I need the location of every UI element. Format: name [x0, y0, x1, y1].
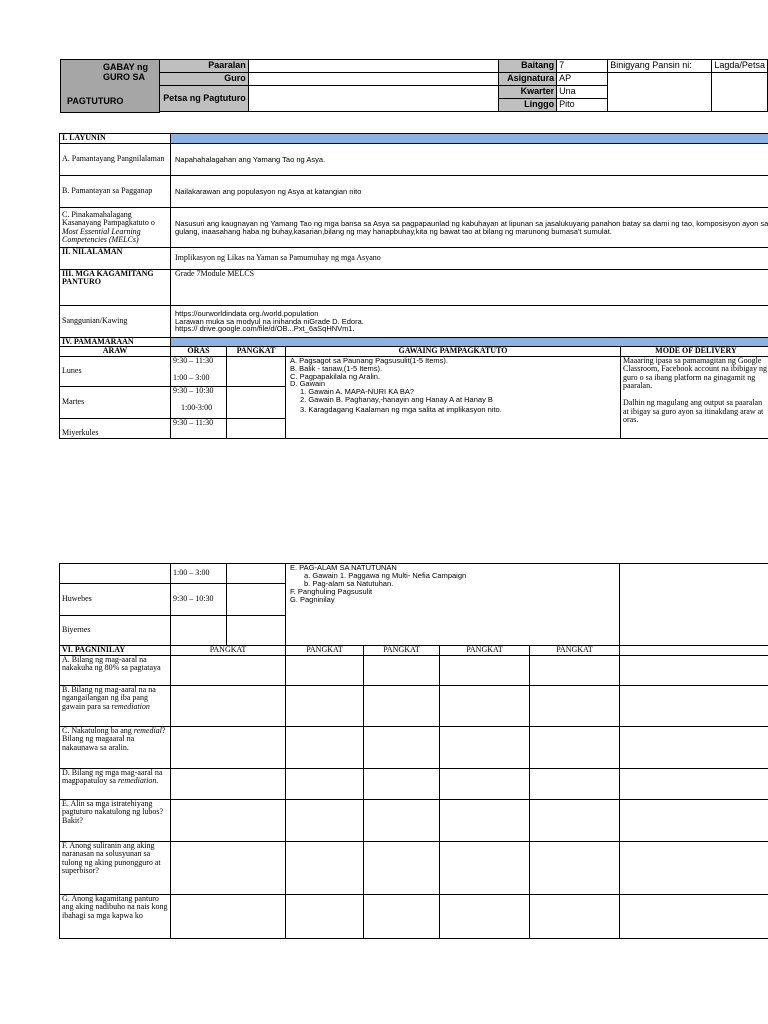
melcs-value: Nasusuri ang kaugnayan ng Yamang Tao ng mga bansa sa Asya sa pagpapaunlad ng kabuhayan at lipunan sa jasalukuyang panahon batay sa dami ng tao, komposisyon ayon sa gulang, inaasahang haba ng buhay,kasarian,bilang ng may hanapbuhay,kita ng bawat tao at bilang ng marunong bumasa't sumulat.	[171, 208, 768, 248]
layunin-blue-bar	[171, 134, 768, 144]
col-araw: ARAW	[60, 347, 171, 356]
sanggunian-label: Sanggunian/Kawing	[60, 306, 171, 338]
pamamaraan-blue-bar	[171, 338, 768, 347]
melcs-label: C. Pinakamahalagang Kasanayang Pampagkatuto o Most Essential Learning Competencies (MELCs)	[60, 208, 171, 248]
petsa-label: Petsa ng Pagtuturo	[160, 86, 249, 112]
pangkat-header-1: PANGKAT	[171, 646, 286, 656]
time-martes: 9:30 – 10:30 1:00-3:00	[171, 386, 227, 418]
pansin-label: Binigyang Pansin ni:	[608, 60, 712, 73]
cell-f-1[interactable]	[171, 842, 286, 895]
pagninilay-row-c: C. Nakatulong ba ang remedial? Bilang ng magaaral na nakaunawa sa aralin.	[60, 727, 171, 769]
pagninilay-title: VI. PAGNINILAY	[60, 646, 171, 656]
layunin-title: I. LAYUNIN	[60, 134, 171, 144]
cell-b-2[interactable]	[286, 686, 364, 727]
kwarter-label: Kwarter	[499, 86, 557, 99]
cell-e-2[interactable]	[286, 800, 364, 842]
cell-a-4[interactable]	[440, 656, 530, 686]
pangkat-lunes[interactable]	[227, 356, 286, 386]
asignatura-label: Asignatura	[499, 73, 557, 86]
cell-c-4[interactable]	[440, 727, 530, 769]
paaralan-value[interactable]	[248, 60, 499, 73]
pagninilay-row-e: E. Alin sa mga istratehiyang pagtuturo nakatulong ng lubos? Bakit?	[60, 800, 171, 842]
pangkat-biyernes[interactable]	[227, 616, 286, 646]
pagninilay-row-a: A. Bilang ng mag-aaral na nakakuha ng 80% sa pagtataya	[60, 656, 171, 686]
day-biyernes: Biyernes	[60, 616, 171, 646]
logo-line-2: GURO SA	[103, 72, 146, 82]
cell-g-6[interactable]	[620, 895, 768, 939]
cell-g-1[interactable]	[171, 895, 286, 939]
time-huwebes-1: 1:00 – 3:00	[171, 564, 227, 584]
cell-e-5[interactable]	[530, 800, 620, 842]
sanggunian-link-2: Larawan muka sa modyul na inihanda niGrade D. Edora.	[175, 316, 364, 326]
lesson-plan-table-2	[59, 563, 768, 939]
pamamaraan-title: IV. PAMAMARAAN	[60, 338, 171, 347]
cell-e-4[interactable]	[440, 800, 530, 842]
sanggunian-links	[171, 306, 768, 338]
day-miyerkules: Miyerkules	[60, 418, 171, 438]
cell-g-4[interactable]	[440, 895, 530, 939]
cell-f-6[interactable]	[620, 842, 768, 895]
cell-g-5[interactable]	[530, 895, 620, 939]
pagninilay-row-b: B. Bilang ng mag-aaral na na ngangailangan ng iba pang gawain para sa remediation	[60, 686, 171, 727]
cell-a-2[interactable]	[286, 656, 364, 686]
cell-g-2[interactable]	[286, 895, 364, 939]
time-lunes: 9:30 – 11:30 1:00 – 3:00	[171, 356, 227, 386]
asignatura-value[interactable]: AP	[557, 73, 608, 86]
cell-g-3[interactable]	[364, 895, 440, 939]
pagninilay-row-d: D. Bilang ng mga mag-aaral na magpapatuloy sa remediation.	[60, 769, 171, 800]
logo-line-3: PAGTUTURO	[67, 96, 124, 106]
col-gawain: GAWAING PAMPAGKATUTO	[286, 347, 621, 356]
cell-c-2[interactable]	[286, 727, 364, 769]
cell-e-6[interactable]	[620, 800, 768, 842]
cell-f-3[interactable]	[364, 842, 440, 895]
col-mode: MODE OF DELIVERY	[621, 347, 768, 356]
time-miyerkules: 9:30 – 11:30	[171, 418, 227, 438]
cell-c-5[interactable]	[530, 727, 620, 769]
cell-d-4[interactable]	[440, 769, 530, 800]
cell-b-5[interactable]	[530, 686, 620, 727]
baitang-label: Baitang	[499, 60, 557, 73]
cell-f-4[interactable]	[440, 842, 530, 895]
time-huwebes-2: 9:30 – 10:30	[171, 584, 227, 616]
pangnilalaman-label: A. Pamantayang Pangnilalaman	[60, 144, 171, 176]
pansin-signature[interactable]	[608, 73, 712, 112]
pagninilay-row-f: F. Anong suliranin ang aking naranasan na solusyunan sa tulong ng aking punongguro at superbisor?	[60, 842, 171, 895]
pangkat-martes[interactable]	[227, 386, 286, 418]
petsa-value[interactable]	[248, 86, 499, 112]
pangkat-miyerkules[interactable]	[227, 418, 286, 438]
logo-title	[60, 59, 160, 113]
col-oras: ORAS	[171, 347, 227, 356]
pagninilay-row-g: G. Anong kagamitang panturo ang aking nadibuho na nais kong ibahagi sa mga kapwa ko	[60, 895, 171, 939]
guro-value[interactable]	[248, 73, 499, 86]
cell-b-3[interactable]	[364, 686, 440, 727]
nilalaman-value: Implikasyon ng Likas na Yaman sa Pamumuhay ng mga Asyano	[171, 248, 768, 270]
cell-d-2[interactable]	[286, 769, 364, 800]
col-pangkat: PANGKAT	[227, 347, 286, 356]
pangkat-header-blank	[620, 646, 768, 656]
day-lunes: Lunes	[60, 356, 171, 386]
nilalaman-title: II. NILALAMAN	[60, 248, 171, 270]
logo-line-1: GABAY ng	[103, 62, 149, 72]
kagamitan-title: III. MGA KAGAMITANG PANTURO	[60, 270, 171, 306]
day-blank	[60, 564, 171, 584]
linggo-label: Linggo	[499, 99, 557, 112]
kwarter-value[interactable]: Una	[557, 86, 608, 99]
cell-f-5[interactable]	[530, 842, 620, 895]
pangnilalaman-value: Napahahalagahan ang Yamang Tao ng Asya.	[171, 144, 768, 176]
cell-b-1[interactable]	[171, 686, 286, 727]
cell-d-6[interactable]	[620, 769, 768, 800]
lagda-label: Lagda/Petsa	[712, 60, 768, 73]
cell-a-6[interactable]	[620, 656, 768, 686]
pangkat-blank-1[interactable]	[227, 564, 286, 584]
pangkat-huwebes[interactable]	[227, 584, 286, 616]
cell-a-5[interactable]	[530, 656, 620, 686]
lagda-signature[interactable]	[712, 73, 768, 112]
sanggunian-link-3[interactable]: https:// drive.google.com/file/d/OB...Pxt_6aSqHNVm1.	[175, 324, 355, 334]
cell-b-4[interactable]	[440, 686, 530, 727]
cell-e-3[interactable]	[364, 800, 440, 842]
cell-a-3[interactable]	[364, 656, 440, 686]
cell-c-6[interactable]	[620, 727, 768, 769]
pangkat-header-2: PANGKAT	[286, 646, 364, 656]
baitang-value[interactable]: 7	[557, 60, 608, 73]
time-biyernes	[171, 616, 227, 646]
cell-d-5[interactable]	[530, 769, 620, 800]
lesson-plan-table	[59, 133, 768, 439]
day-huwebes: Huwebes	[60, 584, 171, 616]
pangkat-header-4: PANGKAT	[440, 646, 530, 656]
pangkat-header-3: PANGKAT	[364, 646, 440, 656]
cell-d-3[interactable]	[364, 769, 440, 800]
kagamitan-value: Grade 7Module MELCS	[171, 270, 768, 306]
pangkat-header-5: PANGKAT	[530, 646, 620, 656]
guro-label: Guro	[160, 73, 249, 86]
cell-a-1[interactable]	[171, 656, 286, 686]
paaralan-label: Paaralan	[160, 60, 249, 73]
mode-of-delivery-2	[620, 564, 768, 646]
cell-e-1[interactable]	[171, 800, 286, 842]
pagganap-value: Nailakarawan ang populasyon ng Asya at katangian nito	[171, 176, 768, 208]
day-martes: Martes	[60, 386, 171, 418]
cell-d-1[interactable]	[171, 769, 286, 800]
activities-week1: A. Pagsagot sa Paunang Pagsusulit(1-5 Items). B. Balik - tanaw,(1-5 Items). C. Pagpapakilala ng Aralin. D. Gawain 1. Gawain A. MAPA-NURI KA BA? 2. Gawain B. Paghanay,-hanayin ang Hanay A at Hanay B 3. Karagdagang Kaalaman ng mga salita at implikasyon nito.	[286, 356, 621, 438]
mode-of-delivery: Maaaring ipasa sa pamamagitan ng Google Classroom, Facebook account na ibibigay ng guro o sa ibang platform na ginagamit ng paaralan. Dalhin ng magulang ang output sa paaralan at ibigay sa guro ayon sa itinakdang araw at oras.	[621, 356, 768, 438]
cell-b-6[interactable]	[620, 686, 768, 727]
sanggunian-link-1[interactable]: https://ourworldindata org./world.population	[175, 308, 319, 318]
pagganap-label: B. Pamantayan sa Pagganap	[60, 176, 171, 208]
cell-c-3[interactable]	[364, 727, 440, 769]
header-table	[159, 59, 768, 112]
linggo-value[interactable]: Pito	[557, 99, 608, 112]
cell-f-2[interactable]	[286, 842, 364, 895]
cell-c-1[interactable]	[171, 727, 286, 769]
activities-week2: E. PAG-ALAM SA NATUTUNAN a. Gawain 1. Paggawa ng Multi- Nefia Campaign b. Pag-alam sa Natutuhan. F. Panghuling Pagsusulit G. Pagninilay	[286, 564, 620, 646]
